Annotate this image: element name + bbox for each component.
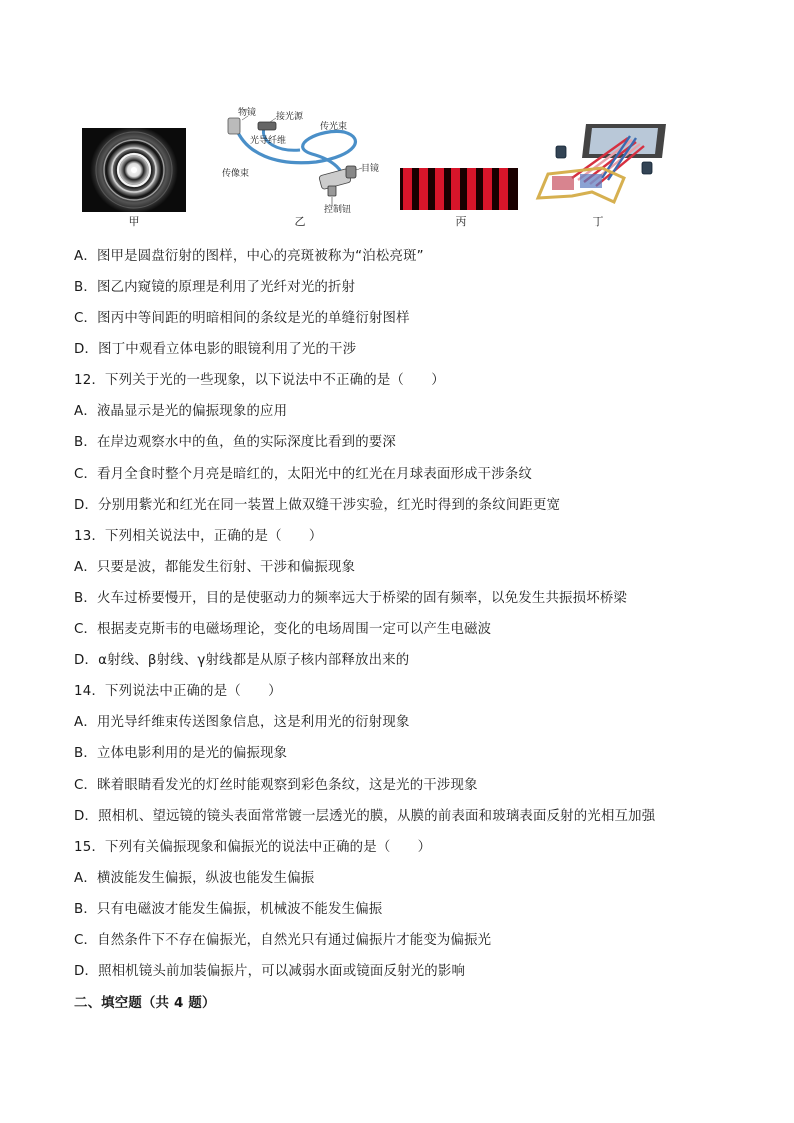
question-15: 15．下列有关偏振现象和偏振光的说法中正确的是（ ） — [74, 840, 432, 855]
option-14a: A．用光导纤维束传送图象信息，这是利用光的衍射现象 — [74, 715, 410, 730]
caption-ding: 丁 — [592, 215, 604, 228]
3d-glasses-diagram — [532, 118, 672, 212]
label-light-beam: 传光束 — [320, 122, 348, 132]
option-15d: D．照相机镜头前加装偏振片，可以减弱水面或镜面反射光的影响 — [74, 964, 466, 979]
option-11d: D．图丁中观看立体电影的眼镜利用了光的干涉 — [74, 342, 357, 357]
figure-bing — [400, 168, 518, 210]
option-13b: B．火车过桥要慢开，目的是使驱动力的频率远大于桥梁的固有频率，以免发生共振损坏桥梁 — [74, 591, 628, 606]
option-14b: B．立体电影利用的是光的偏振现象 — [74, 746, 288, 761]
option-13c: C．根据麦克斯韦的电磁场理论，变化的电场周围一定可以产生电磁波 — [74, 622, 492, 637]
option-13d: D．α射线、β射线、γ射线都是从原子核内部释放出来的 — [74, 653, 410, 668]
section-title: 二、填空题（共 4 题） — [74, 996, 216, 1011]
caption-yi: 乙 — [294, 215, 306, 228]
option-12a: A．液晶显示是光的偏振现象的应用 — [74, 404, 288, 419]
caption-bing: 丙 — [455, 215, 467, 228]
option-15a: A．横波能发生偏振，纵波也能发生偏振 — [74, 871, 315, 886]
label-objective: 物镜 — [238, 108, 257, 118]
option-13a: A．只要是波，都能发生衍射、干涉和偏振现象 — [74, 560, 356, 575]
label-light-source: 接光源 — [276, 112, 304, 122]
question-12: 12．下列关于光的一些现象，以下说法中不正确的是（ ） — [74, 373, 445, 388]
option-15b: B．只有电磁波才能发生偏振，机械波不能发生偏振 — [74, 902, 383, 917]
endoscope-diagram — [216, 106, 386, 214]
label-fiber: 光导纤维 — [250, 136, 287, 146]
option-11a: A．图甲是圆盘衍射的图样，中心的亮斑被称为“泊松亮斑” — [74, 249, 424, 264]
figure-yi — [216, 106, 386, 214]
option-15c: C．自然条件下不存在偏振光，自然光只有通过偏振片才能变为偏振光 — [74, 933, 492, 948]
option-11c: C．图丙中等间距的明暗相间的条纹是光的单缝衍射图样 — [74, 311, 410, 326]
option-12b: B．在岸边观察水中的鱼，鱼的实际深度比看到的要深 — [74, 435, 396, 450]
option-12d: D．分别用紫光和红光在同一装置上做双缝干涉实验，红光时得到的条纹间距更宽 — [74, 498, 561, 513]
question-13: 13．下列相关说法中，正确的是（ ） — [74, 529, 323, 544]
option-11b: B．图乙内窥镜的原理是利用了光纤对光的折射 — [74, 280, 356, 295]
disc-diffraction-image — [82, 128, 186, 212]
option-14d: D．照相机、望远镜的镜头表面常常镀一层透光的膜，从膜的前表面和玻璃表面反射的光相互加强 — [74, 809, 656, 824]
figures-row — [0, 106, 794, 226]
figure-jia — [82, 128, 186, 212]
label-image-beam: 传像束 — [222, 169, 250, 179]
caption-jia: 甲 — [128, 215, 140, 228]
figure-ding — [532, 118, 672, 212]
label-eyepiece: 目镜 — [361, 164, 380, 174]
fringes-image — [400, 168, 518, 210]
option-12c: C．看月全食时整个月亮是暗红的，太阳光中的红光在月球表面形成干涉条纹 — [74, 467, 533, 482]
question-14: 14．下列说法中正确的是（ ） — [74, 684, 282, 699]
label-control: 控制钮 — [324, 205, 352, 214]
option-14c: C．眯着眼睛看发光的灯丝时能观察到彩色条纹，这是光的干涉现象 — [74, 778, 478, 793]
